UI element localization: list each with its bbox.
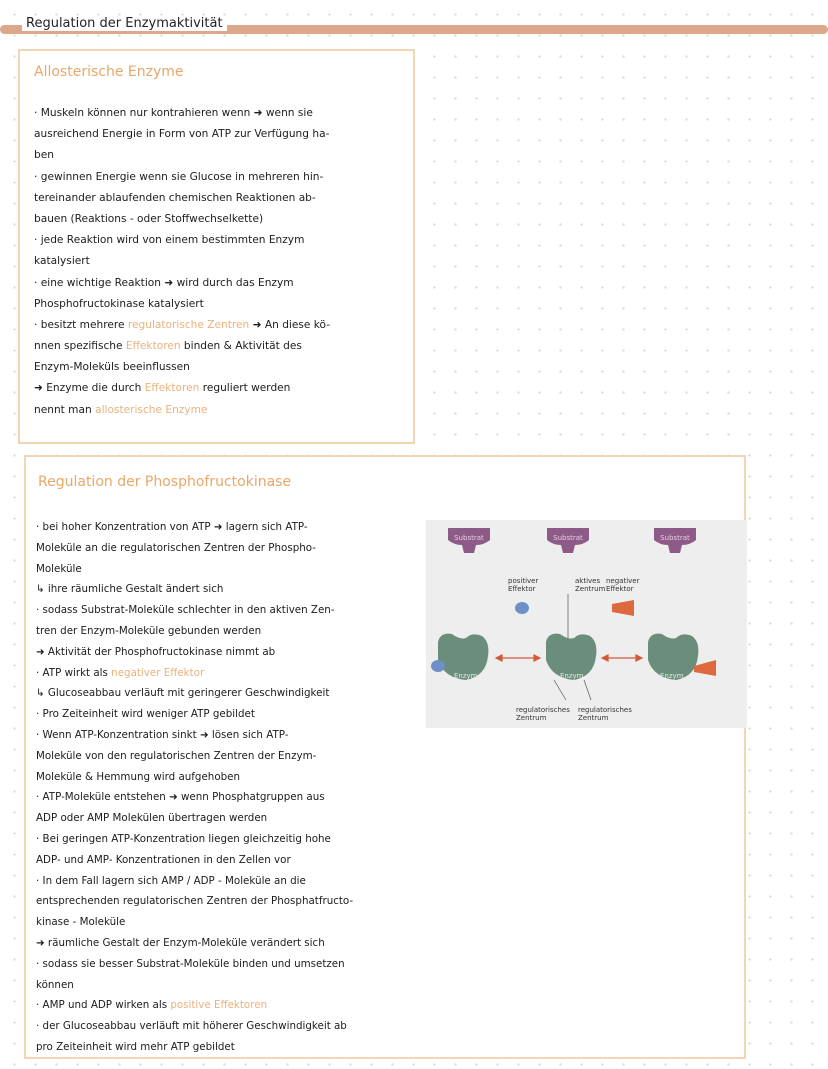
note-text: können [36,978,74,991]
equilibrium-arrow-right [602,655,642,661]
pfk-note-line [36,787,428,808]
label-aktives: aktives [575,577,601,585]
allosteric-note-line [34,294,406,315]
note-text: binden & Aktivität des [180,340,302,353]
note-text: pro Zeiteinheit wird mehr ATP gebildet [36,1040,235,1053]
note-text: · Pro Zeiteinheit wird weniger ATP gebildet [36,708,255,721]
enzyme-label-right: Enzym [660,672,684,680]
substrate-left [448,528,490,553]
pfk-note-line [36,1037,428,1058]
note-text: ➜ Enzyme die durch [34,382,145,395]
note-text: ➜ An diese kö- [249,318,331,331]
highlight-term: allosterische Enzyme [95,403,208,416]
substrate-right [654,528,696,553]
pfk-note-line [36,517,428,538]
note-text: Moleküle & Hemmung wird aufgehoben [36,770,241,783]
allosteric-note-line [34,167,406,188]
allosteric-note-line [34,145,406,166]
allosteric-note-line [34,273,406,294]
enzyme-label-left: Enzym [454,672,478,680]
note-text: · In dem Fall lagern sich AMP / ADP - Moleküle an die [36,874,306,887]
label-negativer: negativer [606,577,640,585]
highlight-term: Effektoren [125,340,181,353]
allosteric-enzymes-box [18,49,415,444]
note-text: · gewinnen Energie wenn sie Glucose in mehreren hin- [34,170,324,183]
note-text: ADP oder AMP Molekülen übertragen werden [36,812,268,825]
pfk-note-line [36,1016,428,1037]
pfk-note-line [36,891,428,912]
highlight-term: Effektoren [144,382,200,395]
pfk-note-line [36,933,428,954]
allosteric-note-line [34,230,406,251]
enzyme-left [431,634,488,680]
label-regulatorisches-left: regulatorisches [516,706,570,714]
label-effektor-pos: Effektor [508,585,536,593]
note-text: · ATP-Moleküle entstehen ➜ wenn Phosphatgruppen aus [36,791,325,804]
note-text: ➜ Aktivität der Phosphofructokinase nimmt ab [36,645,276,658]
pfk-note-line [36,912,428,933]
allosteric-note-line [34,357,406,378]
pfk-note-line [36,829,428,850]
substrate-middle [547,528,589,553]
note-text: · AMP und ADP wirken als [36,999,171,1012]
note-text: nennt man [34,403,96,416]
note-text: Phosphofructokinase katalysiert [34,297,204,310]
note-text: nnen spezifische [34,340,126,353]
note-text: ben [34,149,54,162]
pfk-note-line [36,975,428,996]
note-text: ➜ räumliche Gestalt der Enzym-Moleküle verändert sich [36,936,325,949]
pfk-note-line [36,995,428,1016]
highlight-term: positive Effektoren [170,999,268,1012]
allosteric-note-line [34,400,406,421]
note-text: kinase - Moleküle [36,916,126,929]
note-text: reguliert werden [199,382,291,395]
note-text: entsprechenden regulatorischen Zentren der Phosphatfructo- [36,895,354,908]
note-text: · eine wichtige Reaktion ➜ wird durch das Enzym [34,276,294,289]
label-zentrum-aktiv: Zentrum [575,585,606,593]
allosteric-note-line [34,378,406,399]
allosteric-note-line [34,251,406,272]
label-positiver: positiver [508,577,539,585]
allosteric-note-line [34,336,406,357]
pfk-note-line [36,850,428,871]
pfk-note-line [36,621,428,642]
pfk-note-line [36,663,428,684]
note-text: Enzym-Moleküls beeinflussen [34,361,190,374]
highlight-term: negativer Effektor [111,666,205,679]
note-text: bauen (Reaktions - oder Stoffwechselkette) [34,212,264,225]
note-text: · sodass Substrat-Moleküle schlechter in den aktiven Zen- [36,604,335,617]
label-zentrum-right: Zentrum [578,714,609,722]
pfk-regulation-notes [36,517,428,1058]
label-regulatorisches-right: regulatorisches [578,706,632,714]
note-text: · Muskeln können nur kontrahieren wenn ➜ wenn sie [34,107,313,119]
pfk-note-line [36,725,428,746]
note-text: Moleküle von den regulatorischen Zentren der Enzym- [36,749,317,762]
highlight-term: regulatorische Zentren [127,318,250,331]
note-text: · bei hoher Konzentration von ATP ➜ lagern sich ATP- [36,521,308,533]
note-text: ausreichend Energie in Form von ATP zur Verfügung ha- [34,128,330,141]
note-text: · Wenn ATP-Konzentration sinkt ➜ lösen sich ATP- [36,728,289,741]
note-text: · Bei geringen ATP-Konzentration liegen gleichzeitig hohe [36,832,331,845]
allosteric-note-line [34,124,406,145]
page-title: Regulation der Enzymaktivität [22,16,227,31]
enzyme-middle [546,634,596,680]
equilibrium-arrow-left [496,655,540,661]
pfk-note-line [36,954,428,975]
substrate-label-middle: Substrat [553,534,583,542]
pfk-note-line [36,767,428,788]
label-effektor-neg: Effektor [606,585,634,593]
negative-effector [612,600,634,616]
substrate-label-left: Substrat [454,534,484,542]
note-text: Moleküle [36,562,82,575]
allosteric-note-line [34,209,406,230]
pfk-note-line [36,642,428,663]
substrate-label-right: Substrat [660,534,690,542]
pfk-note-line [36,559,428,580]
pfk-note-line [36,746,428,767]
note-text: · besitzt mehrere [34,318,128,331]
pfk-regulation-heading: Regulation der Phosphofructokinase [38,474,292,490]
note-text: ADP- und AMP- Konzentrationen in den Zellen vor [36,853,291,866]
pfk-note-line [36,683,428,704]
pfk-note-line [36,808,428,829]
note-text: · ATP wirkt als [36,666,112,679]
positive-effector [515,602,529,614]
pfk-note-line [36,579,428,600]
note-text: · der Glucoseabbau verläuft mit höherer Geschwindigkeit ab [36,1020,347,1033]
note-text: · sodass sie besser Substrat-Moleküle binden und umsetzen [36,957,345,970]
pfk-note-line [36,704,428,725]
allosteric-enzymes-notes [34,103,406,421]
allosteric-note-line [34,315,406,336]
enzyme-right [648,634,716,680]
allosteric-note-line [34,188,406,209]
pfk-note-line [36,871,428,892]
pfk-note-line [36,538,428,559]
note-text: katalysiert [34,255,90,268]
allosteric-enzymes-heading: Allosterische Enzyme [34,64,184,80]
note-text: tereinander ablaufenden chemischen Reaktionen ab- [34,191,316,204]
pfk-note-line [36,600,428,621]
note-text: · jede Reaktion wird von einem bestimmten Enzym [34,234,305,247]
label-zentrum-left: Zentrum [516,714,547,722]
note-text: tren der Enzym-Moleküle gebunden werden [36,624,262,637]
allosteric-enzyme-diagram [426,520,747,728]
allosteric-note-line [34,103,406,124]
note-text: ↳ Glucoseabbau verläuft mit geringerer Geschwindigkeit [36,687,330,700]
note-text: ↳ ihre räumliche Gestalt ändert sich [36,583,224,596]
note-text: Moleküle an die regulatorischen Zentren der Phospho- [36,541,316,554]
enzyme-label-middle: Enzym [560,672,584,680]
